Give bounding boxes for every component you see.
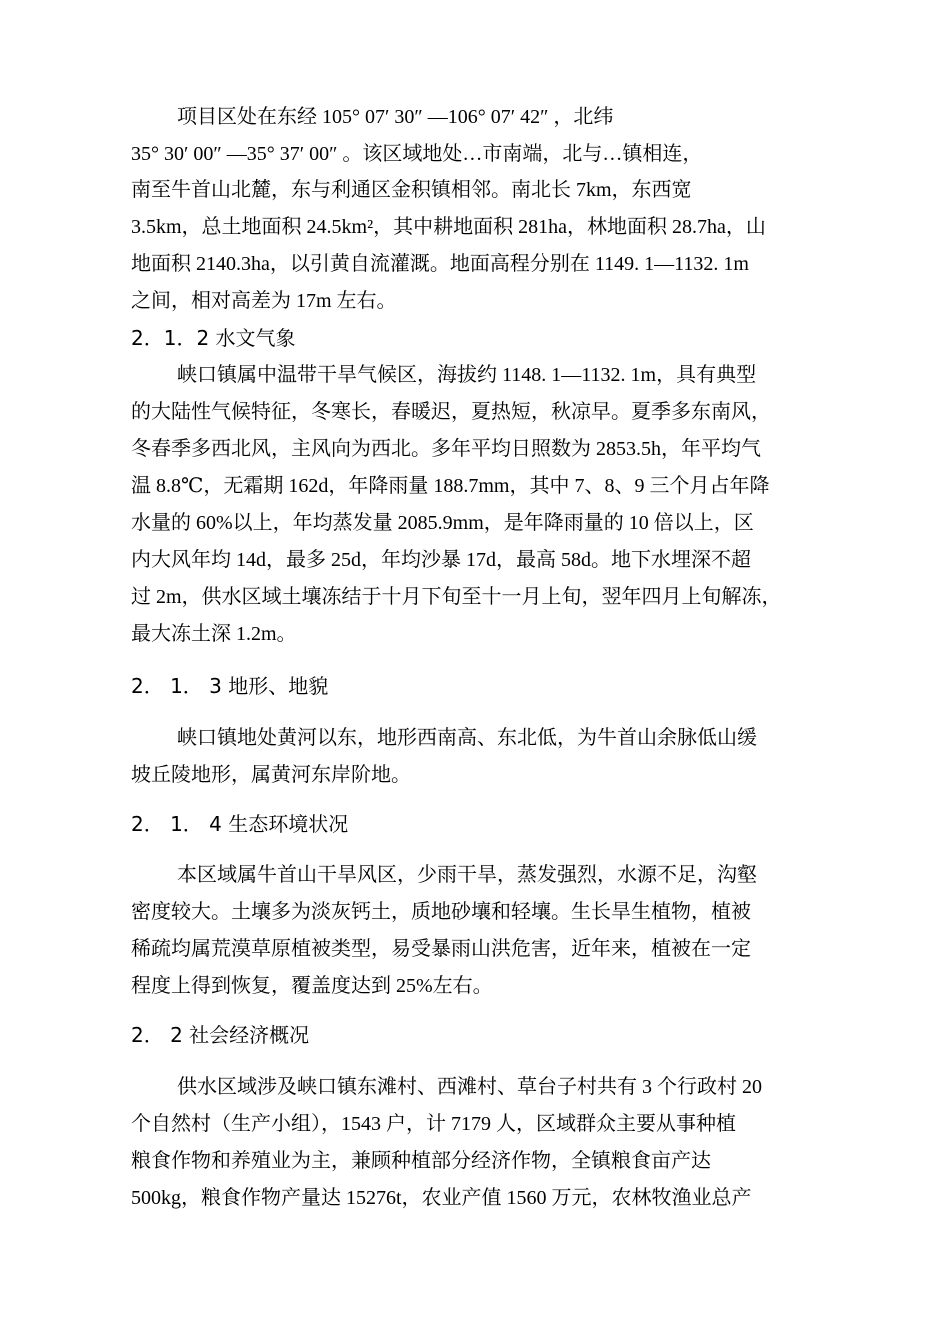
paragraph-line: 35° 30′ 00″ —35° 37′ 00″ 。该区域地处…市南端，北与…镇相连，: [131, 143, 703, 165]
paragraph-line: 地面积 2140.3ha，以引黄自流灌溉。地面高程分别在 1149. 1—1132. 1m: [131, 253, 749, 275]
paragraph-line: 峡口镇地处黄河以东，地形西南高、东北低，为牛首山余脉低山缓: [177, 727, 757, 749]
paragraph-line: 稀疏均属荒漠草原植被类型，易受暴雨山洪危害，近年来，植被在一定: [131, 938, 751, 960]
paragraph-line: 过 2m，供水区域土壤冻结于十月下旬至十一月上旬，翌年四月上旬解冻，: [131, 586, 782, 608]
paragraph-line: 的大陆性气候特征，冬寒长，春暖迟，夏热短，秋凉早。夏季多东南风，: [131, 401, 771, 423]
paragraph-line: 粮食作物和养殖业为主，兼顾种植部分经济作物，全镇粮食亩产达: [131, 1150, 711, 1172]
paragraph-line: 南至牛首山北麓，东与利通区金积镇相邻。南北长 7km，东西宽: [131, 179, 692, 201]
paragraph-line: 项目区处在东经 105° 07′ 30″ —106° 07′ 42″ ，北纬: [177, 106, 614, 128]
paragraph-line: 冬春季多西北风，主风向为西北。多年平均日照数为 2853.5h，年平均气: [131, 438, 761, 460]
paragraph-line: 本区域属牛首山干旱风区，少雨干旱，蒸发强烈，水源不足，沟壑: [177, 864, 757, 886]
paragraph-line: 供水区域涉及峡口镇东滩村、西滩村、草台子村共有 3 个行政村 20: [177, 1076, 762, 1098]
paragraph-line: 坡丘陵地形，属黄河东岸阶地。: [131, 764, 411, 786]
section-heading: 2． 1． 4 生态环境状况: [131, 812, 349, 836]
paragraph-line: 温 8.8℃，无霜期 162d，年降雨量 188.7mm，其中 7、8、9 三个月占年降: [131, 475, 770, 497]
paragraph-line: 之间，相对高差为 17m 左右。: [131, 290, 397, 312]
paragraph-line: 程度上得到恢复，覆盖度达到 25%左右。: [131, 975, 493, 997]
section-heading: 2． 1． 3 地形、地貌: [131, 674, 329, 698]
paragraph-line: 3.5km，总土地面积 24.5km²，其中耕地面积 281ha，林地面积 28.7ha，山: [131, 216, 766, 238]
paragraph-line: 最大冻土深 1.2m。: [131, 623, 297, 645]
paragraph-line: 内大风年均 14d，最多 25d，年均沙暴 17d，最高 58d。地下水埋深不超: [131, 549, 751, 571]
paragraph-line: 密度较大。土壤多为淡灰钙土，质地砂壤和轻壤。生长旱生植物，植被: [131, 901, 751, 923]
section-heading: 2． 2 社会经济概况: [131, 1023, 310, 1047]
paragraph-line: 500kg，粮食作物产量达 15276t，农业产值 1560 万元，农林牧渔业总产: [131, 1187, 752, 1209]
section-heading: 2．1．2 水文气象: [131, 326, 296, 350]
paragraph-line: 峡口镇属中温带干旱气候区，海拔约 1148. 1—1132. 1m，具有典型: [177, 364, 757, 386]
paragraph-line: 个自然村（生产小组），1543 户，计 7179 人，区域群众主要从事种植: [131, 1113, 736, 1135]
paragraph-line: 水量的 60%以上，年均蒸发量 2085.9mm，是年降雨量的 10 倍以上，区: [131, 512, 754, 534]
